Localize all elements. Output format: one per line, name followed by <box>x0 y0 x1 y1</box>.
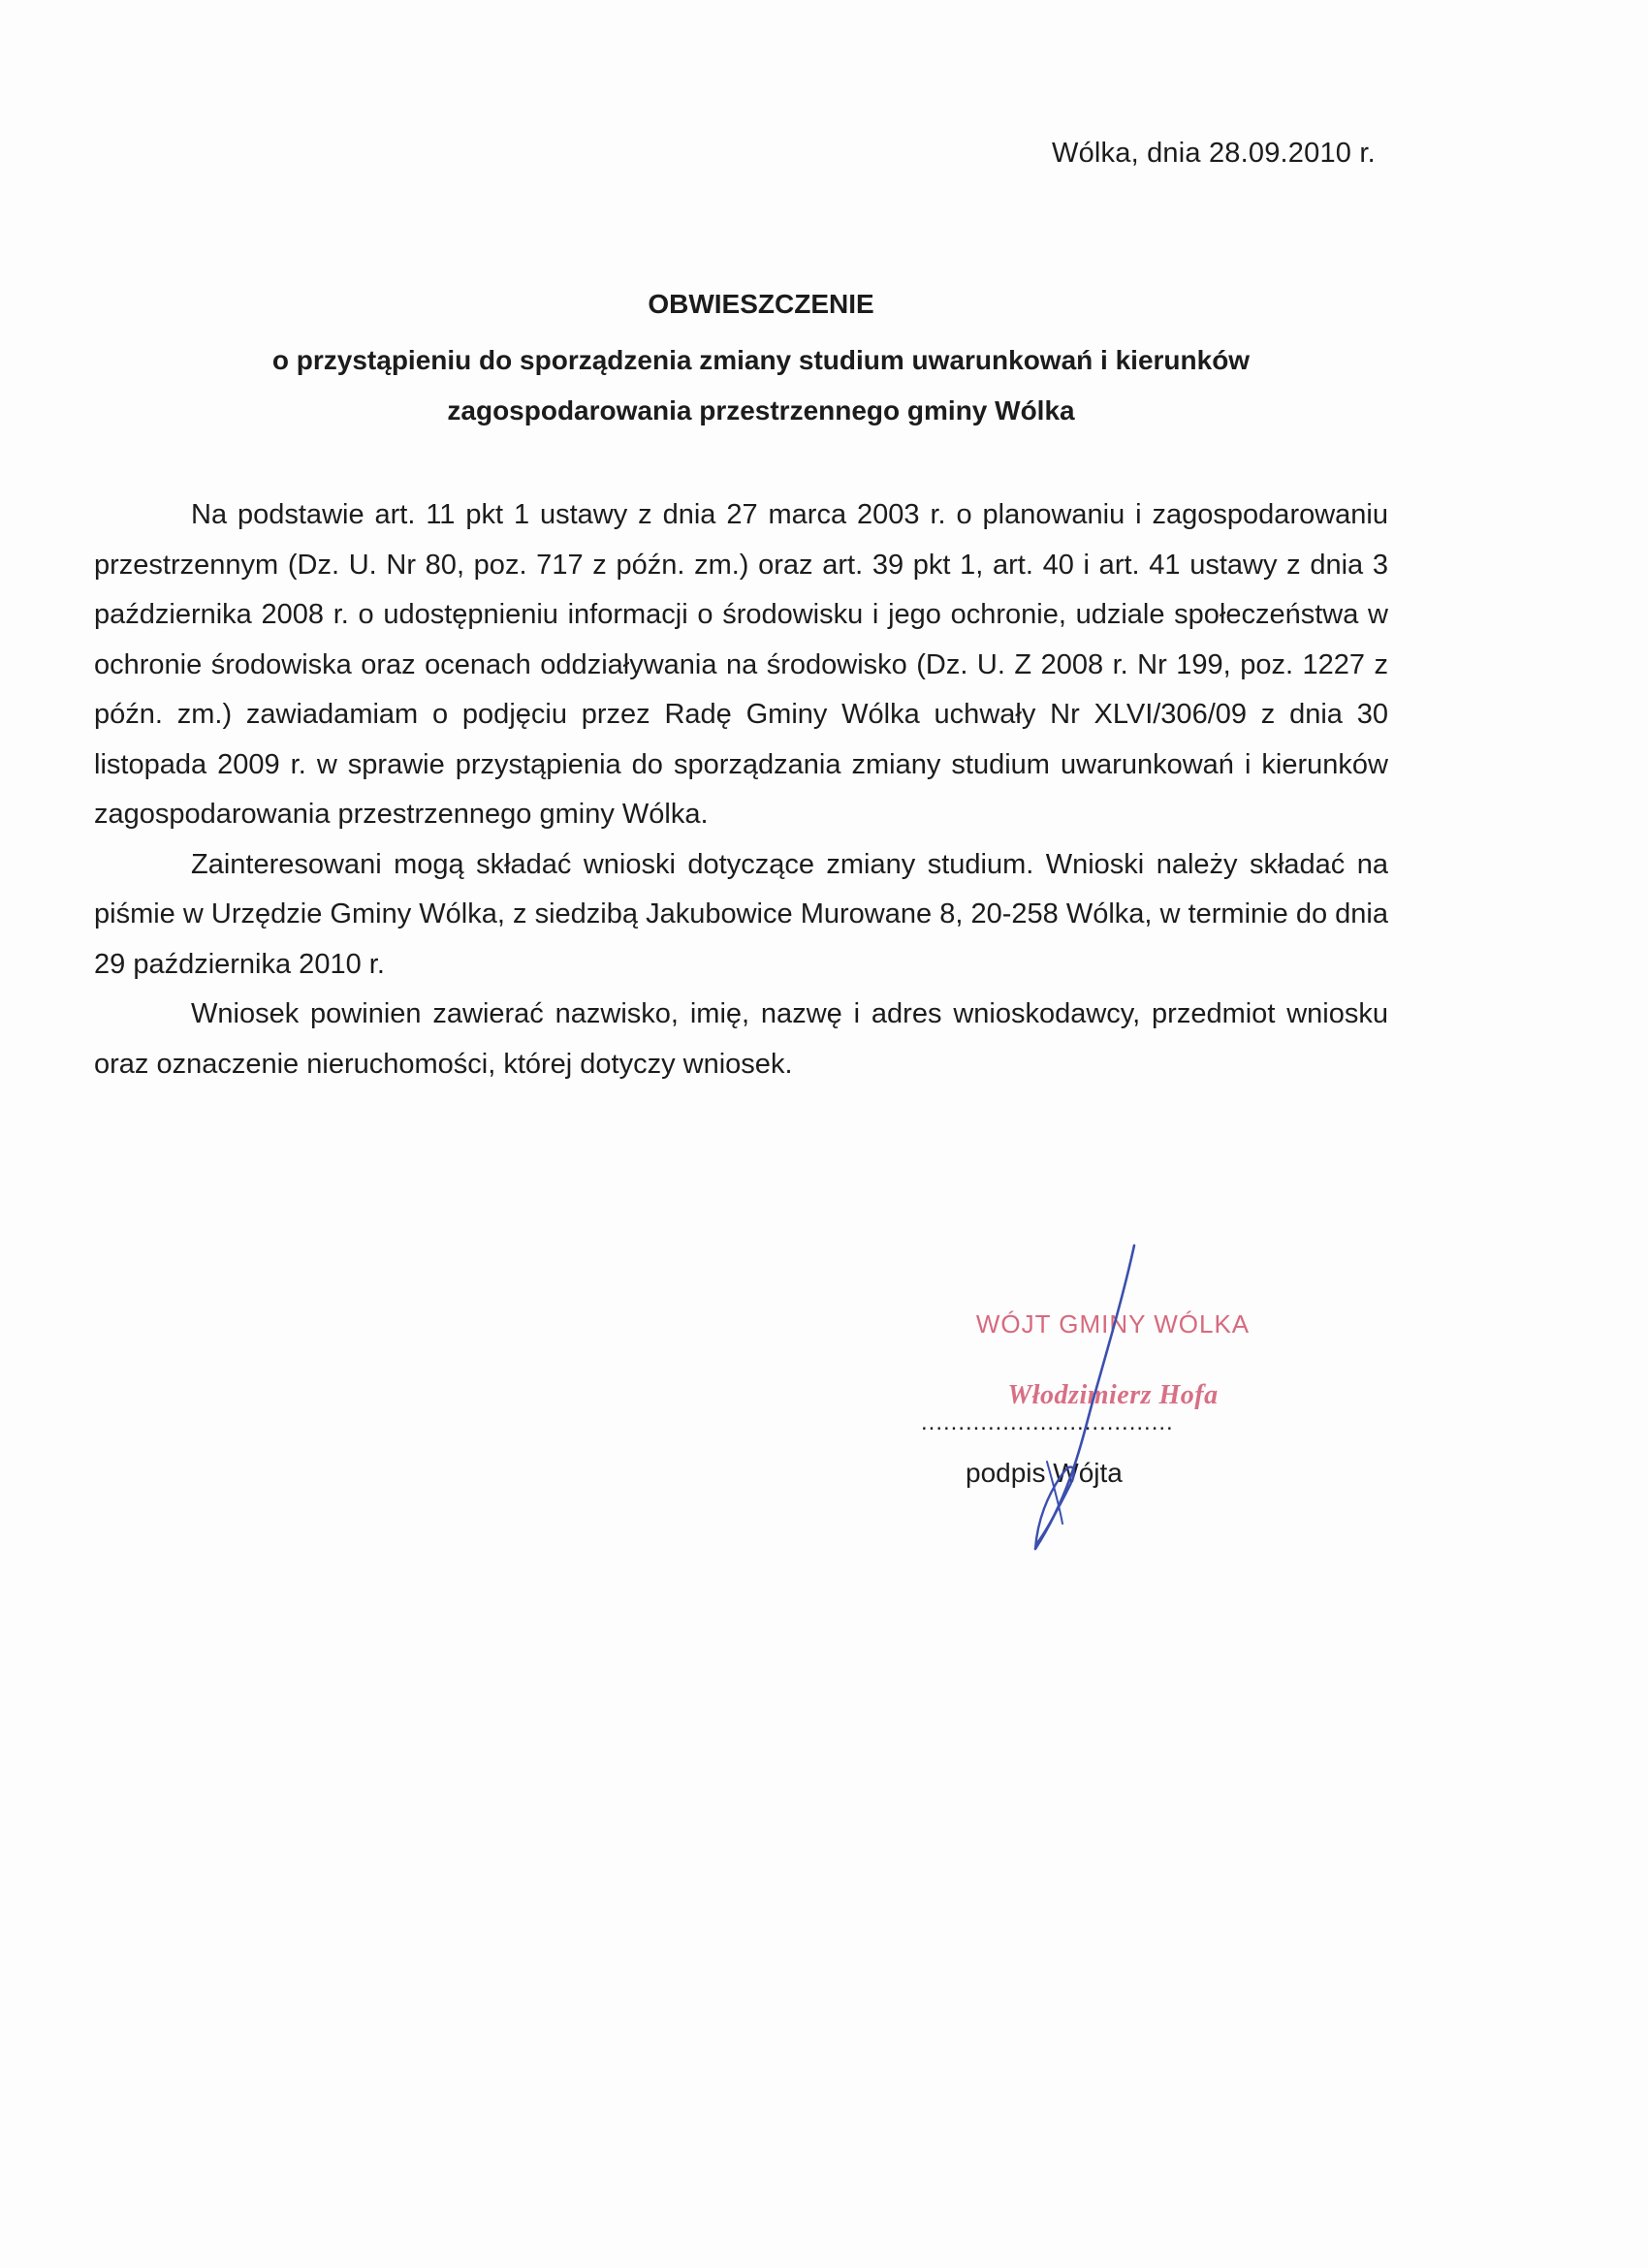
document-body <box>94 490 1388 1089</box>
stamp-name: Włodzimierz Hofa <box>1007 1380 1219 1410</box>
handwritten-signature <box>1008 1241 1154 1560</box>
signature-caption: podpis Wójta <box>966 1458 1123 1488</box>
document-subtitle-line2: zagospodarowania przestrzennego gminy Wólka <box>447 395 1075 425</box>
document-subtitle-line1: o przystąpieniu do sporządzenia zmiany studium uwarunkowań i kierunków <box>271 345 1251 375</box>
signature-stroke-main <box>1035 1245 1134 1549</box>
body-paragraph-submission: Zainteresowani mogą składać wnioski dotyczące zmiany studium. Wnioski należy składać na piśmie w Urzędzie Gminy Wólka, z siedzibą Jakubowice Murowane 8, 20-258 Wólka, w terminie do dnia 29 października 2010 r. <box>94 848 1388 980</box>
body-paragraph-legal-basis: Na podstawie art. 11 pkt 1 ustawy z dnia 27 marca 2003 r. o planowaniu i zagospodarowaniu przestrzennym (Dz. U. Nr 80, poz. 717 z późn. zm.) oraz art. 39 pkt 1, art. 40 i art. 41 ustawy z dnia 3 października 2008 r. o udostępnieniu informacji o środowisku i jego ochronie, udziale społeczeństwa w ochronie środowiska oraz ocenach oddziaływania na środowisko (Dz. U. Z 2008 r. Nr 199, poz. 1227 z późn. zm.) zawiadamiam o podjęciu przez Radę Gminy Wólka uchwały Nr XLVI/306/09 z dnia 30 listopada 2009 r. w sprawie przystąpienia do sporządzania zmiany studium uwarunkowań i kierunków zagospodarowania przestrzennego gminy Wólka. <box>94 499 1388 830</box>
stamp-office: WÓJT GMINY WÓLKA <box>975 1309 1251 1339</box>
signature-dotted-line: .................................. <box>921 1409 1174 1435</box>
document-title: OBWIESZCZENIE <box>648 289 874 319</box>
signature-stroke-loop <box>1035 1467 1074 1549</box>
body-paragraph-requirements: Wniosek powinien zawierać nazwisko, imię, nazwę i adres wnioskodawcy, przedmiot wniosku oraz oznaczenie nieruchomości, której dotyczy wniosek. <box>94 998 1388 1080</box>
place-date: Wólka, dnia 28.09.2010 r. <box>1052 138 1376 169</box>
